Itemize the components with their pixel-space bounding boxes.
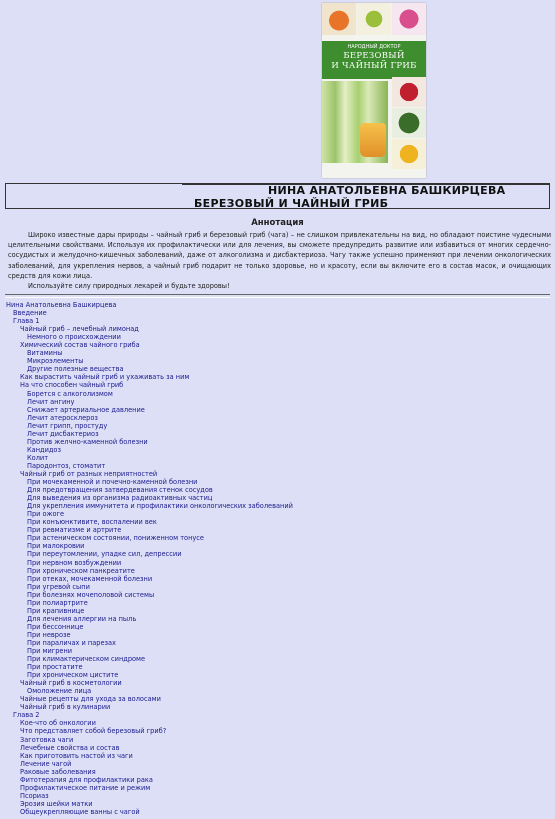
toc-link[interactable]: При хроническом цистите <box>27 671 119 680</box>
toc-link[interactable]: При конъюнктивите, воспалении век <box>27 518 157 527</box>
toc-link[interactable]: Снижает артериальное давление <box>27 405 145 414</box>
toc-link[interactable]: Лечит ангину <box>27 397 75 406</box>
toc-link[interactable]: При ожоге <box>27 510 65 519</box>
toc-link[interactable]: Эрозия шейки матки <box>20 799 93 808</box>
toc-link[interactable]: Другие полезные вещества <box>27 365 124 374</box>
toc-link[interactable]: Лечит атеросклероз <box>27 413 98 422</box>
toc-link[interactable]: Химический состав чайного гриба <box>20 341 140 350</box>
cover-photo-berries <box>392 77 426 107</box>
toc-link[interactable]: Для выведения из организма радиоактивных частиц <box>27 494 213 503</box>
toc-link[interactable]: Немного о происхождении <box>27 333 121 342</box>
annotation-paragraph-2: Используйте силу природных лекарей и будьте здоровы! <box>28 282 230 291</box>
toc-link[interactable]: При мигрени <box>27 647 73 656</box>
divider <box>5 294 550 298</box>
toc-link[interactable]: При угревой сыпи <box>27 582 90 591</box>
toc-link[interactable]: Чайный гриб от разных неприятностей <box>20 469 158 478</box>
toc-link[interactable]: Раковые заболевания <box>20 767 96 776</box>
cover-photo-leaves <box>392 108 426 138</box>
cover-photo-physalis <box>322 3 356 35</box>
toc-link[interactable]: При крапивнице <box>27 606 85 615</box>
book-cover-image <box>322 3 426 178</box>
toc-link[interactable]: Как приготовить настой из чаги <box>20 751 133 760</box>
toc-link[interactable]: При бессоннице <box>27 622 84 631</box>
toc-link[interactable]: Витамины <box>27 349 63 358</box>
toc-link[interactable]: Лечит дисбактериоз <box>27 429 99 438</box>
toc-link[interactable]: При параличах и парезах <box>27 638 116 647</box>
toc-link[interactable]: Пародонтоз, стоматит <box>27 461 106 470</box>
cover-photo-flower <box>392 3 426 35</box>
annotation-text <box>8 230 551 291</box>
toc-link[interactable]: Введение <box>13 309 47 318</box>
cover-series: НАРОДНЫЙ ДОКТОР <box>347 44 401 50</box>
toc-link[interactable]: Псориаз <box>20 791 49 800</box>
toc-link[interactable]: При нервном возбуждении <box>27 558 122 567</box>
author-name: НИНА АНАТОЛЬЕВНА БАШКИРЦЕВА <box>268 184 506 197</box>
toc-link[interactable]: Как вырастить чайный гриб и ухаживать за ним <box>20 373 190 382</box>
toc-link[interactable]: Профилактическое питание и режим <box>20 783 151 792</box>
toc-link[interactable]: При климактерическом синдроме <box>27 655 146 664</box>
toc-link[interactable]: Борется с алкоголизмом <box>27 389 113 398</box>
toc-link[interactable]: Кое-что об онкологии <box>20 719 96 728</box>
toc-link[interactable]: Лечебные свойства и состав <box>20 743 120 752</box>
annotation-heading: Аннотация <box>251 218 304 228</box>
toc-link[interactable]: Фитотерапия для профилактики рака <box>20 775 153 784</box>
toc-link[interactable]: При болезнях мочеполовой системы <box>27 590 155 599</box>
toc-link[interactable]: Микроэлементы <box>27 357 84 366</box>
book-title: БЕРЕЗОВЫЙ И ЧАЙНЫЙ ГРИБ <box>194 197 389 210</box>
toc-link[interactable]: Для укрепления иммунитета и профилактики онкологических заболеваний <box>27 502 293 511</box>
table-of-contents <box>6 301 546 816</box>
toc-link[interactable]: Чайный гриб в кулинарии <box>20 703 111 712</box>
toc-link[interactable]: Лечит грипп, простуду <box>27 421 108 430</box>
cover-title-line1: БЕРЕЗОВЫЙ <box>343 51 405 61</box>
toc-link[interactable]: Чайный гриб – лечебный лимонад <box>20 325 139 334</box>
toc-link[interactable]: Глава 1 <box>13 317 40 326</box>
toc-link[interactable]: Против желчно-каменной болезни <box>27 437 148 446</box>
toc-link[interactable]: Кандидоз <box>27 445 61 454</box>
toc-link[interactable]: Лечение чагой <box>20 759 72 768</box>
toc-link[interactable]: При переутомлении, упадке сил, депрессии <box>27 550 182 559</box>
toc-link[interactable]: Что представляет собой березовый гриб? <box>20 727 167 736</box>
toc-link[interactable]: На что способен чайный гриб <box>20 381 124 390</box>
toc-link[interactable]: Общеукрепляющие ванны с чагой <box>20 807 140 816</box>
cover-title-banner <box>322 41 426 79</box>
toc-link[interactable]: Заготовка чаги <box>20 735 74 744</box>
toc-link[interactable]: При полиартрите <box>27 598 88 607</box>
cover-photo-sunflower <box>392 139 426 169</box>
toc-link[interactable]: При хроническом панкреатите <box>27 566 135 575</box>
toc-link[interactable]: При астеническом состоянии, пониженном тонусе <box>27 534 204 543</box>
toc-link[interactable]: Нина Анатольевна Башкирцева <box>6 301 117 309</box>
toc-link[interactable]: При неврозе <box>27 630 71 639</box>
toc-link[interactable]: Глава 2 <box>13 711 40 720</box>
toc-link[interactable]: При ревматизме и артрите <box>27 526 122 535</box>
cover-title-line2: И ЧАЙНЫЙ ГРИБ <box>331 61 417 71</box>
cover-photo-jar <box>360 123 386 157</box>
cover-photo-plant <box>357 3 391 35</box>
toc-link[interactable]: При малокровии <box>27 542 85 551</box>
annotation-paragraph-1: Широко известные дары природы – чайный гриб и березовый гриб (чага) – не слишком привлекательны на вид, но обладают поистине чудесными целительными свойствами. Используя их профилактически или для лечения, вы сможете предупредить развитие или избавиться от многих сердечно-сосудистых и желудочно-кишечных заболеваний, даже от алкоголизма и дисбактериоза. Чагу также успешно применяют при лечении онкологических заболеваний, для укрепления нервов, а чайный гриб подарит не только здоровье, но и красоту, если вы включите его в состав масок, и очищающих средств для кожи лица. <box>8 231 551 280</box>
toc-link[interactable]: Чайные рецепты для ухода за волосами <box>20 695 161 704</box>
toc-link[interactable]: Омоложение лица <box>27 687 92 696</box>
toc-link[interactable]: При простатите <box>27 663 83 672</box>
toc-link[interactable]: При мочекаменной и почечно-каменной болезни <box>27 478 198 487</box>
toc-link[interactable]: Для лечения аллергии на пыль <box>27 614 137 623</box>
toc-link[interactable]: Чайный гриб в косметологии <box>20 679 122 688</box>
toc-link[interactable]: Для предотвращения затвердевания стенок сосудов <box>27 486 213 495</box>
toc-link[interactable]: При отеках, мочекаменной болезни <box>27 574 153 583</box>
toc-link[interactable]: Колит <box>27 453 49 462</box>
